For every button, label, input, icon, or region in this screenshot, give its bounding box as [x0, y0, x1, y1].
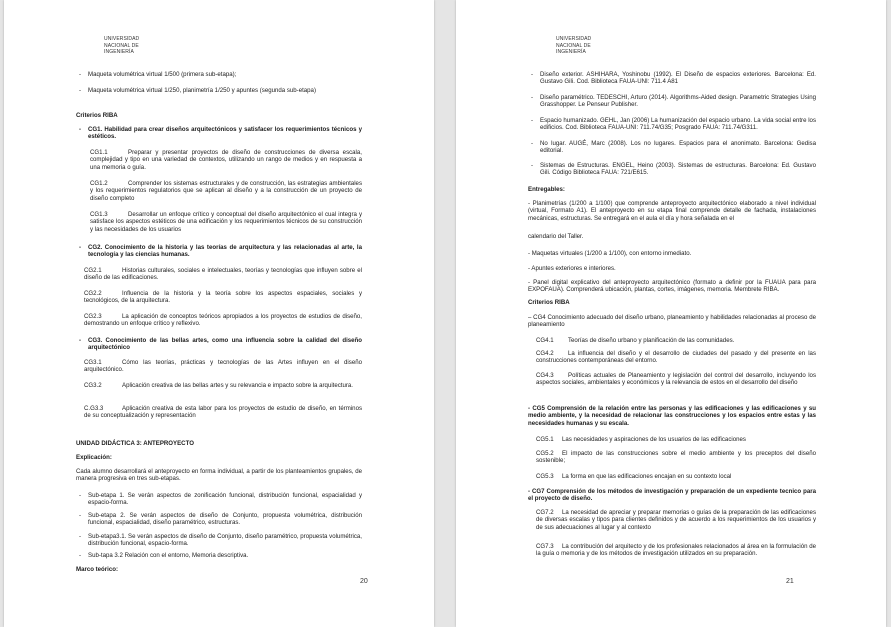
subheading: Explicación:: [76, 454, 112, 461]
criterion-item: CG1.2 Comprender los sistemas estructurales y de construcción, las estrategias ambientales y los requerimientos regulatorios que se aplican al diseño y a la construcción de un proyecto de diseño completo: [90, 180, 362, 202]
subheading: Marco teórico:: [76, 566, 118, 573]
criterion-item: CG4.2 La influencia del diseño y el desarrollo de ciudades del pasado y del presente en las construcciones contemporáneas del entorno.: [536, 350, 816, 365]
header-line: NACIONAL DE: [556, 42, 591, 49]
bullet-item: - Sub-etapa 1. Se verán aspectos de zonificación funcional, distribución funcional, espacialidad y espacio-forma.: [76, 492, 362, 507]
section-heading: Criterios RIBA: [528, 299, 570, 306]
bullet-item: - Sub-etapa 2. Se verán aspectos de diseño de Conjunto, propuesta volumétrica, distribución funcional, espacialidad, diseño paramétrico, estructuras.: [76, 512, 362, 527]
criterion-item: CG1.3 Desarrollar un enfoque crítico y conceptual del diseño arquitectónico el cual integra y satisface los aspectos estéticos de una edificación y los requerimientos técnicos de su construcción y las necesidades de los usuarios: [90, 211, 362, 233]
criterion-heading: - CG5 Comprensión de la relación entre las personas y las edificaciones y las edificaciones y su medio ambiente, y la necesidad de relacionar las construcciones y los espacios entre estas y las necesidades humanas y su escala.: [528, 405, 816, 427]
university-header: [556, 36, 591, 56]
bullet-item: - Maqueta volumétrica virtual 1/500 (primera sub-etapa);: [76, 71, 362, 78]
header-line: INGENIERÍA: [556, 49, 586, 56]
paragraph: Cada alumno desarrollará el anteproyecto en forma individual, a partir de los planteamientos grupales, de manera progresiva en tres sub-etapas.: [76, 468, 362, 483]
criterion-item: C.G3.3 Aplicación creativa de esta labor para los proyectos de estudio de diseño, en términos de su conceptualización y representación: [84, 405, 362, 420]
paragraph: - Panel digital explicativo del anteproyecto arquitectónico (formato a definir por la FUAUA para para EXPOFAUA). Comprenderá ubicación, plantas, cortes, imágenes, memoria. Membrete RIBA.: [528, 279, 816, 294]
criterion-item: CG4.1 Teorías de diseño urbano y planificación de las comunidades.: [536, 337, 735, 344]
bullet-item: - Maqueta volumétrica virtual 1/250, planimetría 1/250 y apuntes (segunda sub-etapa): [76, 87, 362, 94]
criterion-item: CG1.1 Preparar y presentar proyectos de diseño de construcciones de diversa escala, complejidad y tipo en una variedad de contextos, utilizando un rango de medios y en respuesta a una memoria o guía.: [90, 149, 362, 171]
paragraph: calendario del Taller.: [528, 233, 584, 240]
header-line: UNIVERSIDAD: [104, 36, 140, 42]
reference-item: - No lugar. AUGÉ, Marc (2008). Los no lugares. Espacios para el anonimato. Barcelona: Gedisa editorial.: [528, 140, 816, 155]
criterion-item: CG7.2 La necesidad de apreciar y preparar memorias o guías de la preparación de las edificaciones de diversas escalas y tipos para clientes definidos y de acuerdo a los requerimientos de los usuarios y de sus adecuaciones al lugar y al contexto: [536, 509, 816, 531]
criterion-item: CG5.2 El impacto de las construcciones sobre el medio ambiente y los preceptos del diseño sostenible;: [536, 450, 816, 465]
criterion-item: CG4.3 Políticas actuales de Planeamiento y legislación del control del desarrollo, incluyendo los aspectos sociales, ambientales y económicos y la relevancia de estos en el desarrollo del diseño: [536, 372, 816, 387]
subheading: Entregables:: [528, 186, 565, 193]
university-header: [104, 36, 139, 56]
page-number: 20: [360, 578, 368, 585]
bullet-item: - Sub-tapa 3.2 Relación con el entorno, Memoria descriptiva.: [76, 552, 362, 559]
criterion-heading: - CG3. Conocimiento de las bellas artes, como una influencia sobre la calidad del diseño arquitectónico: [76, 337, 362, 352]
reference-item: - Espacio humanizado. GEHL, Jan (2006) La humanización del espacio urbano. La vida social entre los edificios. Cod. Biblioteca FAUA-UNI: 711.74/G35; Posgrado FAUA: 711.74/G311.: [528, 117, 816, 132]
criterion-item: CG5.3 La forma en que las edificaciones encajan en su contexto local: [536, 473, 732, 480]
paragraph: - Maquetas virtuales (1/200 a 1/100), con entorno inmediato.: [528, 250, 692, 257]
paragraph: - Apuntes exteriores e interiores.: [528, 265, 616, 272]
criterion-heading: – CG4 Conocimiento adecuado del diseño urbano, planeamiento y habilidades relacionadas al proceso de planeamiento: [528, 314, 816, 329]
paragraph: - Planimetrías (1/200 a 1/100) que comprende anteproyecto arquitectónico elaborado a nivel individual (virtual, Formato A1). El anteproyecto en su etapa final comprende detalle de fachada, instalaciones mecánicas, estructuras. Se entregará en el aula el día y hora señalada en el: [528, 200, 816, 222]
reference-item: - Diseño exterior. ASHIHARA, Yoshinobu (1992). El Diseño de espacios exteriores. Barcelona: Ed. Gustavo Gili. Cod. Biblioteca FAUA-UNI: 711.4 A81: [528, 71, 816, 86]
criterion-item: CG7.3 La contribución del arquitecto y de los profesionales relacionados al área en la formulación de la guía o memoria y de los métodos de investigación utilizados en su preparación.: [536, 543, 816, 558]
header-line: INGENIERÍA: [104, 49, 134, 56]
criterion-heading: - CG7 Comprensión de los métodos de investigación y preparación de un expediente tecnico para el proyecto de diseño.: [528, 488, 816, 503]
header-line: NACIONAL DE: [104, 42, 139, 49]
header-line: UNIVERSIDAD: [556, 36, 592, 42]
reference-item: - Sistemas de Estructuras. ENGEL, Heino (2003). Sistemas de estructuras. Barcelona: Ed. Gustavo Gili. Código Biblioteca FAUA: 721/E615.: [528, 162, 816, 177]
page-20: [4, 0, 434, 627]
criterion-item: CG2.2 Influencia de la historia y la teoría sobre los aspectos espaciales, sociales y tecnológicos, de la arquitectura.: [84, 290, 362, 305]
criterion-item: CG5.1 Las necesidades y aspiraciones de los usuarios de las edificaciones: [536, 436, 746, 443]
unit-title: UNIDAD DIDÁCTICA 3: ANTEPROYECTO: [76, 440, 194, 447]
page-21: [456, 0, 886, 627]
criterion-item: CG2.3 La aplicación de conceptos teóricos apropiados a los proyectos de estudios de diseño, demostrando un enfoque crítico y reflexivo.: [84, 313, 362, 328]
criterion-heading: - CG2. Conocimiento de la historia y las teorías de arquitectura y las relacionadas al arte, la tecnología y las ciencias humanas.: [76, 244, 362, 259]
criterion-item: CG3.1 Cómo las teorías, prácticas y tecnologías de las Artes influyen en el diseño arquitectónico.: [84, 359, 362, 374]
criterion-item: CG3.2 Aplicación creativa de las bellas artes y su relevancia e impacto sobre la arquitectura.: [84, 382, 354, 389]
criterion-item: CG2.1 Historias culturales, sociales e intelectuales, teorías y tecnologías que influyen sobre el diseño de las edificaciones.: [84, 267, 362, 282]
reference-item: - Diseño paramétrico. TEDESCHI, Arturo (2014). Algorithms-Aided design. Parametric Strategies Using Grasshopper. Le Penseur Publisher.: [528, 94, 816, 109]
section-heading: Criterios RIBA: [76, 112, 118, 119]
criterion-heading: - CG1. Habilidad para crear diseños arquitectónicos y satisfacer los requerimientos técnicos y estéticos.: [76, 126, 362, 141]
page-number: 21: [786, 578, 794, 585]
bullet-item: - Sub-etapa3.1. Se verán aspectos de diseño de Conjunto, diseño paramétrico, propuesta volumétrica, distribución funcional, espacio-forma.: [76, 533, 362, 548]
